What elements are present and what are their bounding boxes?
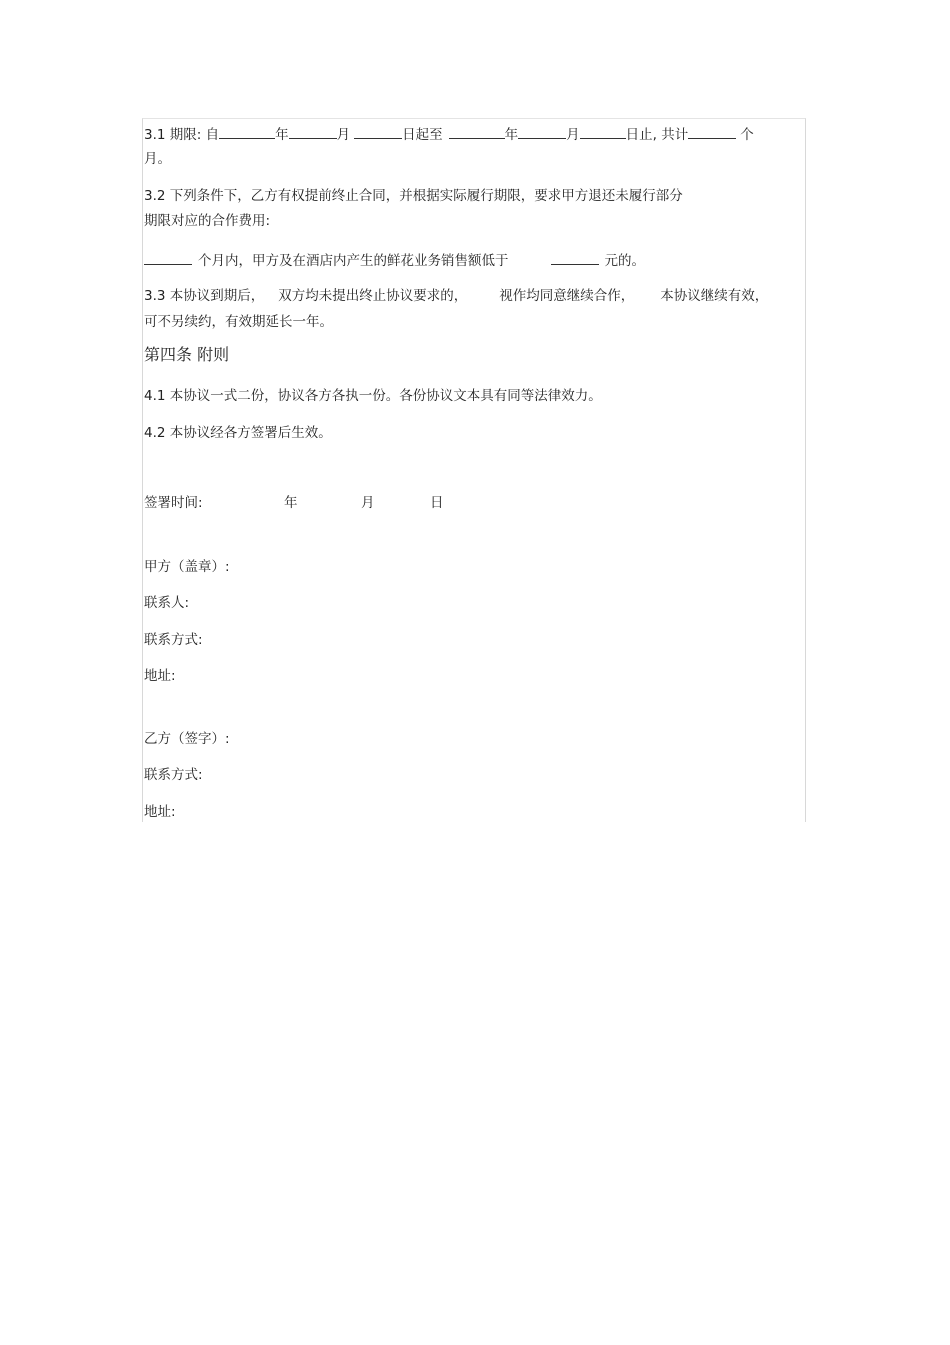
party-a-seal-label: 甲方（盖章）: (144, 559, 230, 575)
end-day-label: 日止, 共计 (625, 127, 689, 143)
party-b-address-label: 地址: (144, 804, 176, 820)
end-month-label: 月 (566, 127, 580, 143)
signing-day-label: 日 (430, 495, 444, 511)
party-a-contact-method-label: 联系方式: (144, 632, 203, 648)
party-b-contact-method-label: 联系方式: (144, 767, 203, 783)
clause-3-3-part3: 视作均同意继续合作， (499, 288, 635, 304)
blank-start-month[interactable] (289, 124, 337, 139)
party-b-sign-label: 乙方（签字）: (144, 731, 230, 747)
clause-3-1-line2: 月。 (144, 151, 171, 167)
blank-months[interactable] (144, 250, 192, 265)
start-day-label: 日起至 (402, 127, 443, 143)
signing-month-label: 月 (361, 495, 375, 511)
start-year-label: 年 (275, 127, 289, 143)
clause-4-1: 4.1 本协议一式二份，协议各方各执一份。各份协议文本具有同等法律效力。 (144, 388, 602, 404)
condition-unit: 元的。 (604, 253, 645, 269)
blank-start-day[interactable] (354, 124, 402, 139)
clause-3-1-prefix: 3.1 期限: 自 (144, 127, 220, 143)
clause-3-3-part1: 3.3 本协议到期后， (144, 288, 265, 304)
blank-end-year[interactable] (449, 124, 505, 139)
start-month-label: 月 (336, 127, 351, 143)
party-a-contact-person-label: 联系人: (144, 595, 190, 611)
clause-4-2: 4.2 本协议经各方签署后生效。 (144, 425, 332, 441)
unit-ge: 个 (740, 127, 754, 143)
clause-3-2-condition (144, 250, 645, 270)
clause-3-3-part2: 双方均未提出终止协议要求的， (278, 288, 468, 304)
condition-text: 个月内，甲方及在酒店内产生的鲜花业务销售额低于 (198, 253, 509, 269)
clause-3-2-line1: 3.2 下列条件下，乙方有权提前终止合同，并根据实际履行期限，要求甲方退还未履行部分 (144, 188, 683, 204)
clause-3-3-line2: 可不另续约，有效期延长一年。 (144, 314, 333, 330)
article-4-heading: 第四条 附则 (144, 345, 230, 364)
signing-time-label: 签署时间: (144, 495, 203, 511)
clause-3-2-line2: 期限对应的合作费用: (144, 213, 271, 229)
blank-end-day[interactable] (580, 124, 626, 139)
party-a-address-label: 地址: (144, 668, 176, 684)
blank-start-year[interactable] (219, 124, 275, 139)
signing-year-label: 年 (284, 495, 298, 511)
blank-total-months[interactable] (688, 124, 736, 139)
end-year-label: 年 (504, 127, 519, 143)
clause-3-3-part4: 本协议继续有效， (660, 288, 769, 304)
clause-3-3-line1 (144, 287, 768, 305)
clause-3-1-line1 (144, 124, 754, 144)
blank-sales-amount[interactable] (551, 250, 599, 265)
blank-end-month[interactable] (518, 124, 566, 139)
